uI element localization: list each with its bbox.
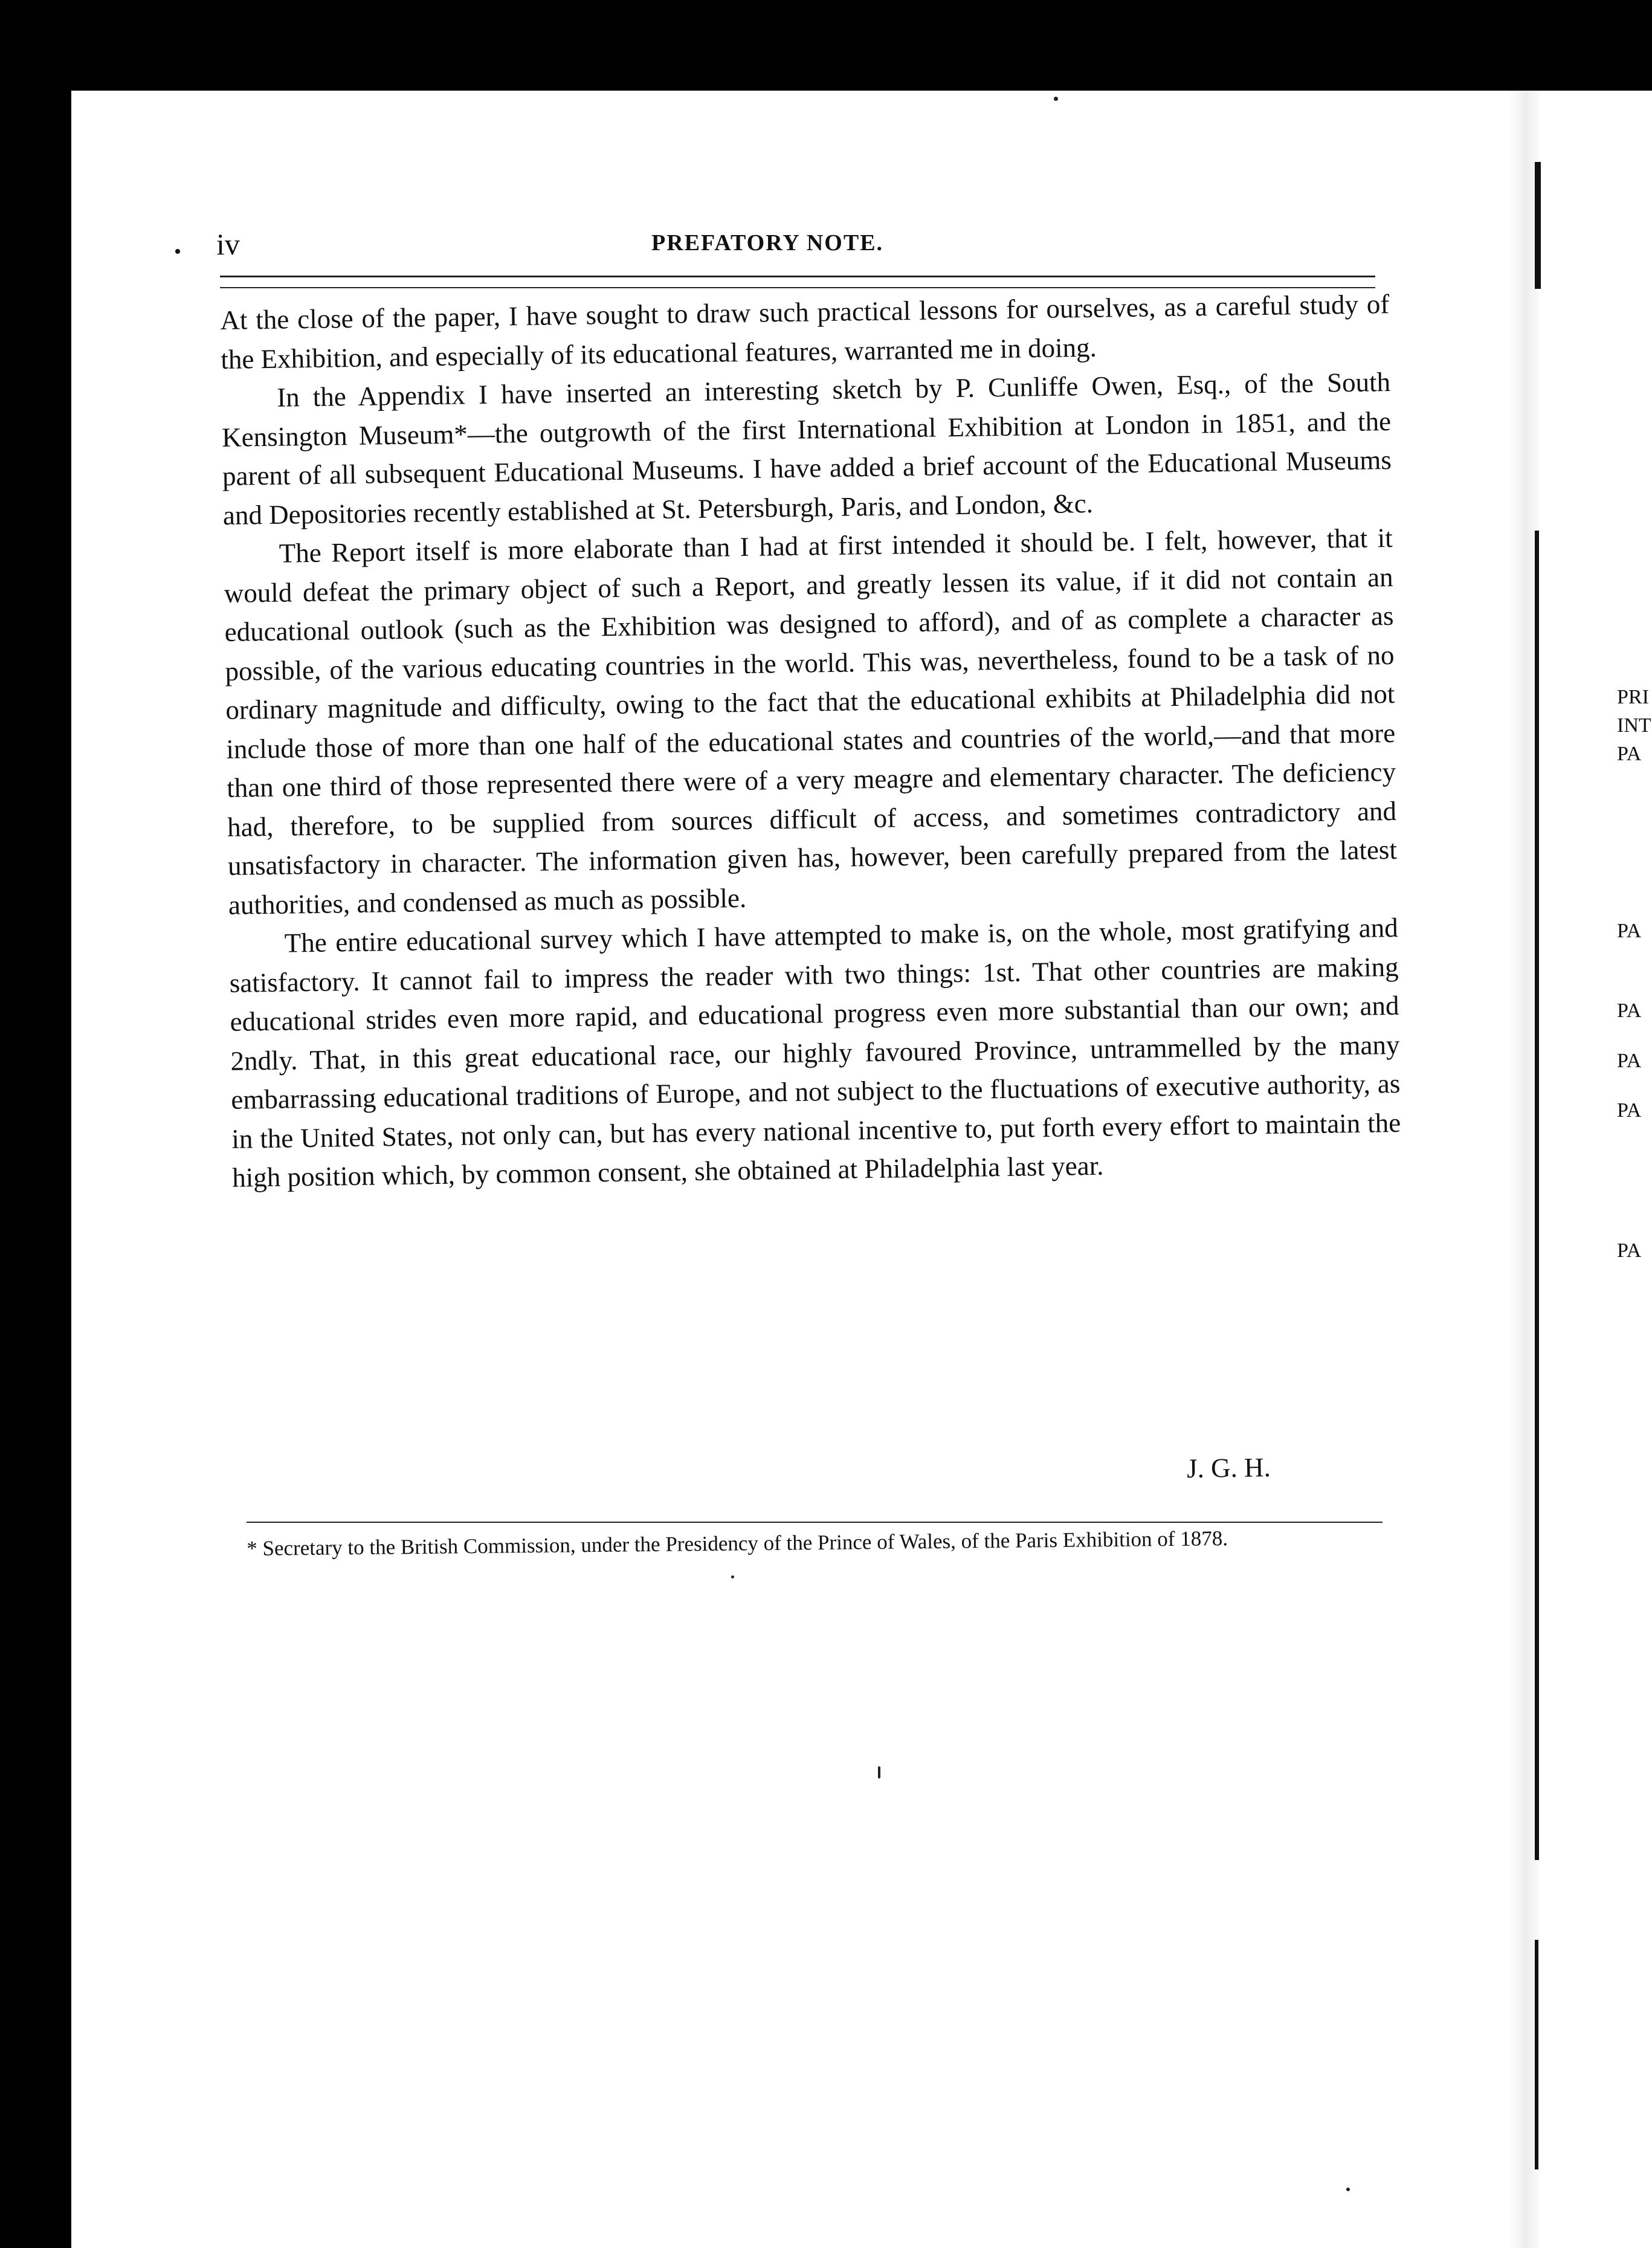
- page-header: [71, 227, 1652, 269]
- margin-dot: [175, 249, 180, 254]
- author-initials: J. G. H.: [1186, 1452, 1271, 1484]
- scan-speck: [1054, 97, 1058, 101]
- gutter-edge-mark: [1535, 531, 1539, 1860]
- adjacent-page-fragment: PA: [1617, 1000, 1642, 1022]
- scan-speck: [1346, 2188, 1350, 2191]
- adjacent-page-fragment: PA: [1617, 1050, 1642, 1072]
- adjacent-page-fragment: PA: [1617, 1239, 1642, 1262]
- scan-speck: [878, 1766, 880, 1778]
- adjacent-page-fragment: PRI: [1617, 686, 1649, 708]
- book-page: [71, 91, 1652, 2248]
- adjacent-page-fragment: PA: [1617, 743, 1642, 765]
- paragraph: The Report itself is more elaborate than I had at first intended it should be. I felt, however, that it would defeat the primary object of such a Report, and greatly lessen its value, if it did not contain an educational outlook (such as the Exhibition was designed to afford), and of as complete a character as possible, of the various educating countries in the world. This was, nevertheless, found to be a task of no ordinary magnitude and difficulty, owing to the fact that the educational exhibits at Philadelphia did not include those of more than one half of the educational states and countries of the world,—and that more than one third of those represented there were of a very meagre and elementary character. The deficiency had, therefore, to be supplied from sources difficult of access, and sometimes contradictory and unsatisfactory in character. The information given has, however, been carefully prepared from the latest authorities, and condensed as much as possible.: [224, 522, 1398, 920]
- scan-speck: [731, 1575, 734, 1578]
- gutter-edge-mark: [1535, 162, 1541, 289]
- paragraph: At the close of the paper, I have sought to draw such practical lessons for ourselves, as a careful study of the Exhibition, and especially of its educational features, warranted me in doing.: [220, 288, 1390, 375]
- adjacent-page-fragment: PA: [1617, 920, 1642, 942]
- paragraph: In the Appendix I have inserted an interesting sketch by P. Cunliffe Owen, Esq., of the South Kensington Museum*—the outgrowth of the first International Exhibition at London in 1851, and the parent of all subsequent Educational Museums. I have added a brief account of the Educational Museums and Depositories recently established at St. Petersburgh, Paris, and London, &c.: [221, 366, 1392, 531]
- paragraph: The entire educational survey which I have attempted to make is, on the whole, most gratifying and satisfactory. It cannot fail to impress the reader with two things: 1st. That other countries are making educational strides even more rapid, and educational progress even more substantial than our own; and 2ndly. That, in this great educational race, our highly favoured Province, untrammelled by the many embarrassing educational traditions of Europe, and not subject to the fluctuations of executive authority, as in the United States, not only can, but has every national incentive to, put forth every effort to maintain the high position which, by common consent, she obtained at Philadelphia last year.: [229, 912, 1401, 1193]
- gutter-edge-mark: [1535, 1940, 1538, 2169]
- header-double-rule: [220, 276, 1375, 288]
- adjacent-page-fragment: INT: [1617, 714, 1651, 737]
- page-number: iv: [216, 227, 240, 261]
- main-text: [220, 285, 1402, 1197]
- footnote: * Secretary to the British Commission, under the Presidency of the Prince of Wales, of the Paris Exhibition of 1878.: [247, 1526, 1228, 1560]
- running-title: PREFATORY NOTE.: [651, 230, 884, 256]
- adjacent-page-fragment: PA: [1617, 1099, 1642, 1122]
